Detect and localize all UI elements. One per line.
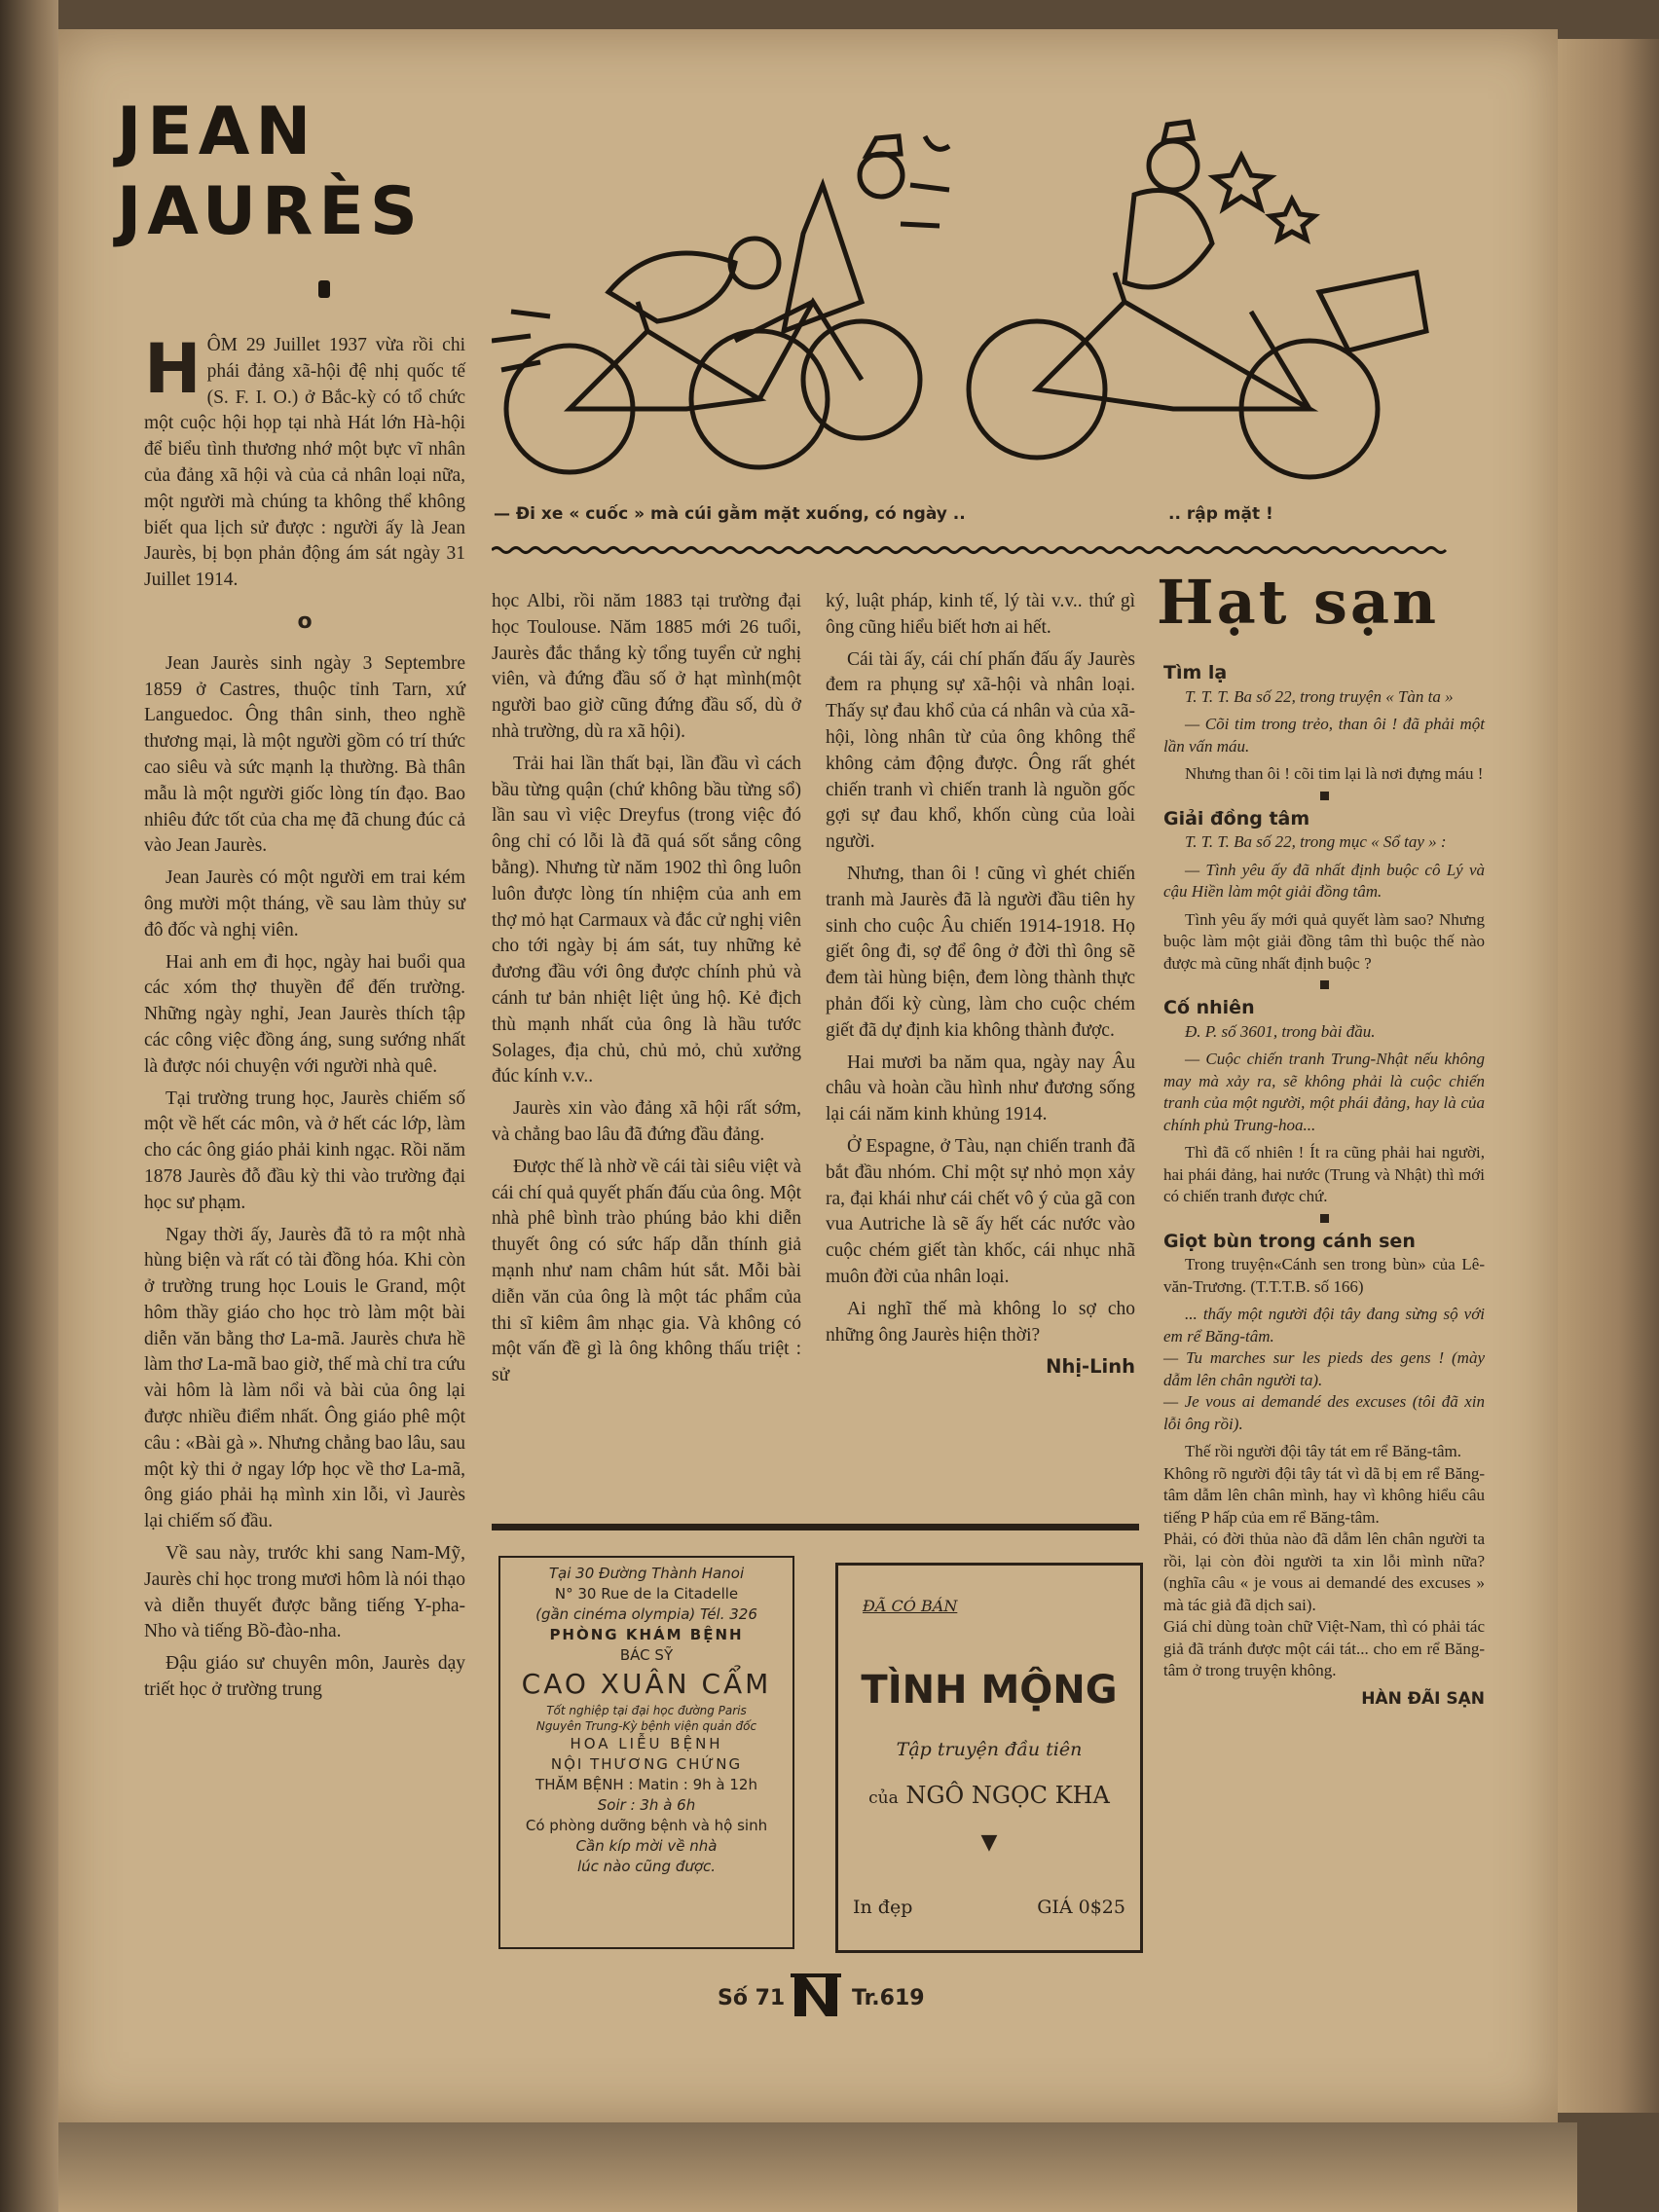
page-stack-edge <box>1558 39 1659 2113</box>
book-author-prefix: của <box>868 1788 899 1808</box>
ad-credential: Nguyên Trung-Kỳ bệnh viện quản đốc <box>535 1719 757 1733</box>
paragraph: Nhưng, than ôi ! cũng vì ghét chiến tranh mà Jaurès đã là người đầu tiên hy sinh cho cuộc Âu chiến 1914-1918. Họ giết ông đi, sợ để ông ở đời thì ông sẽ đem tài hùng biện, đem lòng thành thực phản đối kỳ cùng, làm cho cuộc chém giết đã dự định kia không thành được. <box>826 863 1135 1041</box>
section-source: T. T. T. Ba số 22, trong truyện « Tàn ta » <box>1185 686 1454 706</box>
ad-address: Tại 30 Đường Thành Hanoi <box>548 1565 745 1582</box>
section-heading: Tìm lạ <box>1163 662 1228 683</box>
ad-house-call: Cần kíp mời về nhà <box>575 1837 718 1855</box>
section-source: Trong truyện«Cánh sen trong bùn» của Lê-văn-Trương. (T.T.T.B. số 166) <box>1163 1255 1485 1296</box>
article-lead <box>144 329 465 594</box>
article-title <box>117 92 424 252</box>
doctor-name: CAO XUÂN CẨM <box>521 1668 772 1700</box>
arrow-down-icon: ▼ <box>980 1830 998 1855</box>
clinic-advertisement <box>498 1556 794 1949</box>
title-line-2: JAURÈS <box>117 173 424 250</box>
paragraph: ký, luật pháp, kinh tế, lý tài v.v.. thứ gì ông cũng hiểu biết hơn ai hết. <box>826 591 1135 638</box>
ad-hours: THĂM BỆNH : Matin : 9h à 12h <box>535 1776 757 1793</box>
page-number: Tr.619 <box>852 1986 925 2010</box>
book-tag: ĐÃ CÓ BÁN <box>863 1597 958 1615</box>
newspaper-logo-icon <box>791 1972 841 2020</box>
paragraph: Ngay thời ấy, Jaurès đã tỏ ra một nhà hùng biện và rất có tài đồng hóa. Khi còn ở trường trung học Louis le Grand, một hôm thầy giáo cho học trò làm một bài diễn văn bằng thơ La-mã. Jaurès chưa hề làm thơ La-mã bao giờ, thế mà chỉ tra cứu vài hôm là làm nổi và bài của ông lại được nhiều điểm nhất. Ông giáo phê một câu : «Bài gà ». Nhưng chẳng bao lâu, sau một kỳ thi ở ngay lớp học về thơ La-mã, ông giáo phải hạ mình xin lỗi, vì Jaurès lại chiếm số đầu. <box>144 1224 465 1532</box>
section-comment: Thế rồi người đội tây tát em rể Băng-tâm. Không rõ người đội tây tát vì dã bị em rể Băng-tâm dẫm lên chân mình, hay vì không hiểu câu tiếng P hấp của em rể Băng-tâm. Phải, có đời thủa nào đã dẫm lên chân người ta rồi, lại còn đòi người ta xin lỗi mình nữa? (nghĩa câu « je vous ai demandé des excuses » mà tác giả đã dịch sai). Giá chỉ dùng toàn chữ Việt-Nam, thì có phải tác giả đã tránh được một cái tát... cho em rể Băng-tâm ở trong truyện không. <box>1163 1442 1485 1679</box>
wavy-rule <box>492 545 1451 555</box>
page-bottom-edge <box>58 2122 1577 2212</box>
paragraph: Hai mươi ba năm qua, ngày nay Âu châu và hoàn cầu hình như đương sống lại cái năm kinh khủng 1914. <box>826 1051 1135 1125</box>
paragraph: Tại trường trung học, Jaurès chiếm số một về hết các môn, và ở hết các lớp, làm cho các ông giáo phải kinh ngạc. Rồi năm 1878 Jaurès đỗ đầu kỳ thi vào trường đại học sư phạm. <box>144 1088 465 1213</box>
hat-san-column <box>1163 654 1485 1715</box>
section-source: Đ. P. số 3601, trong bài đầu. <box>1185 1021 1376 1041</box>
paragraph: Ở Espagne, ở Tàu, nạn chiến tranh đã bắt đầu nhóm. Chỉ một sự nhỏ mọn xảy ra, đại khái như cái chết vô ý của gã con vua Autriche là sẽ ấy hết các nước vào cuộc chém giết tàn khốc, cái nhục nhã muôn đời của nhân loại. <box>826 1135 1135 1287</box>
section-heading: Giọt bùn trong cánh sen <box>1163 1230 1416 1252</box>
book-spine <box>0 0 58 2212</box>
ad-house-call: lúc nào cũng được. <box>576 1858 717 1875</box>
book-subtitle: Tập truyện đầu tiên <box>896 1739 1083 1760</box>
ad-service: Có phòng dưỡng bệnh và hộ sinh <box>525 1817 768 1834</box>
section-divider <box>1320 1214 1329 1223</box>
ad-hours: Soir : 3h à 6h <box>597 1796 696 1814</box>
paragraph: Hai anh em đi học, ngày hai buổi qua các xóm thợ thuyền để đến trường. Những ngày nghỉ, Jean Jaurès thích tập các công việc đồng áng, sung sướng nhất là được nói chuyện với người nhà quê. <box>144 951 465 1077</box>
paragraph: Cái tài ấy, cái chí phấn đấu ấy Jaurès đem ra phụng sự xã-hội và nhân loại. Thấy sự đau khổ của cá nhân và của xã-hội, lòng nhân từ của ông không thể không cảm động được. Ông rất ghét chiến tranh vì chiến tranh là nguồn gốc gợi sự đau khổ, khốn cùng của loài người. <box>826 648 1135 853</box>
book-advertisement <box>835 1563 1143 1953</box>
section-quote: ... thấy một người đội tây đang sừng sộ với em rể Băng-tâm. — Tu marches sur les pieds des gens ! (mày dẫm lên chân người ta). — Je vous ai demandé des excuses (tôi đã xin lỗi ông rồi). <box>1163 1305 1485 1433</box>
title-line-1: JEAN <box>117 93 317 170</box>
paragraph: Trải hai lần thất bại, lần đầu vì cách bầu từng quận (chứ không bầu từng sổ) lần sau vì việc Dreyfus (trong việc đó ông chỉ có lỗi là đã quá sốt sắng công bằng). Nhưng từ năm 1902 thì ông luôn luôn được lòng tín nhiệm của anh em thợ mỏ hạt Carmaux và đắc cử nghị viên cho tới ngày bị ám sát, tuy những kẻ đương đầu với ông được chính phủ và cánh tư bản nhiệt liệt ủng hộ. Kẻ địch thù mạnh nhất của ông là hầu tước Solages, địa chủ, chủ mỏ, chủ xưởng đúc kính v.v.. <box>492 753 801 1088</box>
section-source: T. T. T. Ba số 22, trong mục « Sổ tay » : <box>1185 832 1447 851</box>
article-signature: Nhị-Linh <box>1046 1355 1135 1379</box>
article-column-2 <box>492 589 801 1395</box>
section-quote: — Tình yêu ấy đã nhất định buộc cô Lý và cậu Hiền làm một giải đồng tâm. <box>1163 860 1485 901</box>
hat-san-signature: HÀN ĐÃI SẠN <box>1361 1688 1485 1709</box>
title-bullet <box>318 280 330 298</box>
paragraph: Về sau này, trước khi sang Nam-Mỹ, Jaurès chỉ học trong mươi hôm là nói thạo và diễn thuyết được bằng tiếng Y-pha-Nho và tiếng Bồ-đào-nha. <box>144 1543 465 1642</box>
cartoon-caption-right: .. rập mặt ! <box>1168 504 1273 524</box>
lead-text: ÔM 29 Juillet 1937 vừa rồi chi phái đảng xã-hội đệ nhị quốc tế (S. F. I. O.) ở Bắc-kỳ có tổ chức một cuộc hội họp tại nhà Hát lớn Hà-hội để biểu tình thương nhớ một bực vĩ nhân của đảng xã hội và của cả nhân loại nữa, một người mà chúng ta không thể không biết qua lịch sử được : người ấy là Jean Jaurès, bị bọn phản động ám sát ngày 31 Juillet 1914. <box>144 335 465 591</box>
ad-specialty: NỘI THƯƠNG CHỨNG <box>550 1755 743 1773</box>
paragraph: Jean Jaurès sinh ngày 3 Septembre 1859 ở Castres, thuộc tỉnh Tarn, xứ Languedoc. Ông thân sinh, theo nghề thương mại, là một người gồm có trí thức cao siêu và sức mạnh lạ thường. Bà thân mẫu là một người giốc lòng tín đạo. Bao nhiêu đức tốt của cha mẹ đã chung đúc cả vào Jean Jaurès. <box>144 652 465 857</box>
paragraph: học Albi, rồi năm 1883 tại trường đại học Toulouse. Năm 1885 mới 26 tuổi, Jaurès đắc thắng kỳ tổng tuyển cử nghị viên, và đứng đầu số ở hạt mình(một người bao giờ cũng đứng đầu số, dù ở nhà trường, dù ra xã hội). <box>492 591 801 742</box>
section-comment: Tình yêu ấy mới quả quyết làm sao? Nhưng buộc làm một giải đồng tâm thì buộc thế nào được mà cũng nhất định buộc ? <box>1163 909 1485 973</box>
paragraph: Đậu giáo sư chuyên môn, Jaurès dạy triết học ở trường trung <box>144 1653 465 1701</box>
hat-san-title: Hạt sạn <box>1157 567 1440 638</box>
drop-cap: H <box>144 329 202 409</box>
ads-top-rule <box>492 1524 1139 1530</box>
article-column-1 <box>144 329 465 1710</box>
ad-heading: PHÒNG KHÁM BỆNH <box>549 1626 744 1643</box>
paragraph: Jean Jaurès có một người em trai kém ông mười một tháng, về sau làm thủy sư đô đốc và nghị viên. <box>144 867 465 940</box>
ad-specialty: HOA LIỄU BỆNH <box>570 1735 723 1752</box>
section-divider <box>1320 980 1329 989</box>
book-title: TÌNH MỘNG <box>861 1668 1118 1713</box>
ad-address-fr: N° 30 Rue de la Citadelle <box>554 1585 739 1603</box>
paragraph: Jaurès xin vào đảng xã hội rất sớm, và chẳng bao lâu đã đứng đầu đảng. <box>492 1098 801 1145</box>
ad-title: BÁC SỸ <box>619 1646 674 1664</box>
section-separator: o <box>297 608 313 634</box>
paragraph: Được thế là nhờ về cái tài siêu việt và cái chí quả quyết phấn đấu của ông. Một nhà phê bình trào phúng bảo khi diễn thuyết ông có sức hấp dẫn thính giả mạnh như nam châm hút sắt. Mỗi bài diễn văn của ông là một tác phẩm của thi sĩ kiêm âm nhạc gia. Và không có một vấn đề gì là ông không thấu triệt : sử <box>492 1156 801 1386</box>
book-print-note: In đẹp <box>853 1897 913 1918</box>
book-price: GIÁ 0$25 <box>1037 1897 1125 1918</box>
issue-number: Số 71 <box>718 1986 786 2010</box>
cyclists-cartoon <box>492 117 1451 487</box>
cartoon-caption-left: — Đi xe « cuốc » mà cúi gằm mặt xuống, có ngày .. <box>494 504 966 524</box>
ad-credential: Tốt nghiệp tại đại học đường Paris <box>546 1704 747 1717</box>
section-quote: — Cõi tim trong trẻo, than ôi ! đã phải một lần vấn máu. <box>1163 715 1485 756</box>
paragraph: Ai nghĩ thế mà không lo sợ cho những ông Jaurès hiện thời? <box>826 1298 1135 1346</box>
book-author: NGÔ NGỌC KHA <box>905 1782 1110 1809</box>
article-column-3 <box>826 589 1135 1386</box>
section-divider <box>1320 792 1329 800</box>
section-comment: Thì đã cố nhiên ! Ít ra cũng phải hai người, hai phái đảng, hai nước (Trung và Nhật) thì mới có chiến tranh được chứ. <box>1163 1143 1485 1205</box>
ad-phone: (gần cinéma olympia) Tél. 326 <box>535 1605 757 1623</box>
section-heading: Cố nhiên <box>1163 997 1255 1018</box>
section-quote: — Cuộc chiến tranh Trung-Nhật nếu không may mà xảy ra, sẽ không phải là cuộc chiến tranh của một người, một phái đảng, hay là của chính phủ Trung-hoa... <box>1163 1050 1485 1134</box>
section-comment: Nhưng than ôi ! cõi tim lại là nơi đựng máu ! <box>1185 764 1484 783</box>
section-heading: Giải đồng tâm <box>1163 807 1310 830</box>
